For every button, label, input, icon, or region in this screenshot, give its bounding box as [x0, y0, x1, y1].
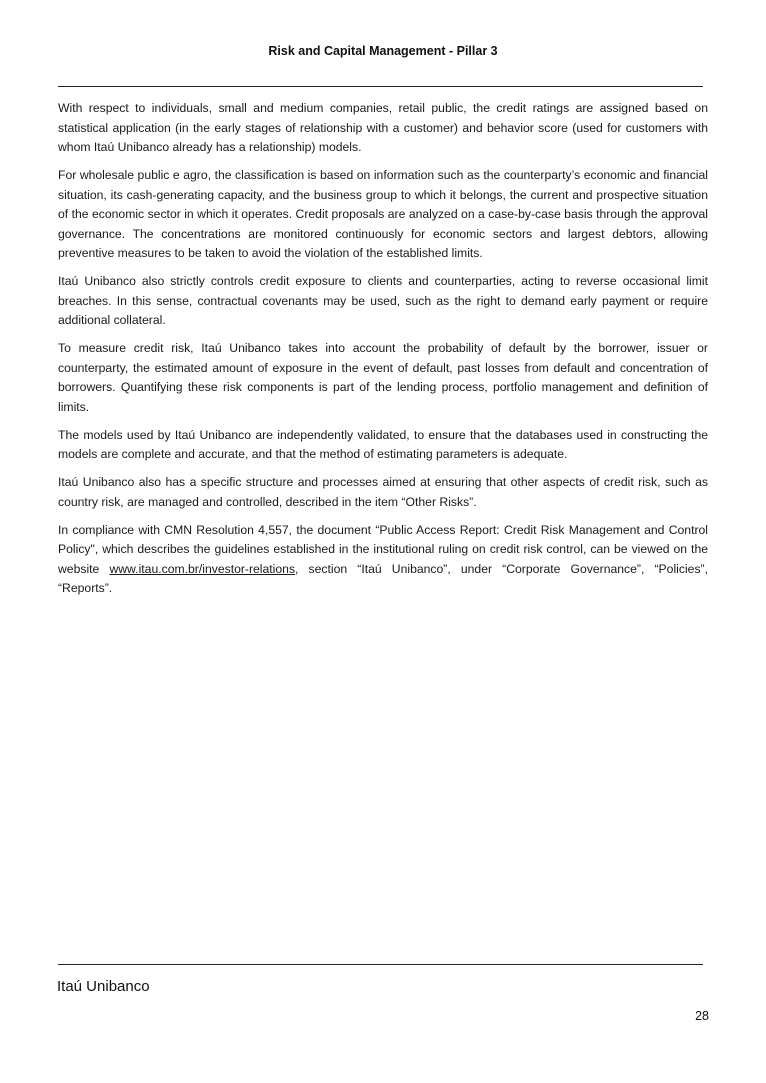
footer-divider — [58, 964, 703, 965]
paragraph-individual-ratings: With respect to individuals, small and medium companies, retail public, the credit ratings are assigned based on statistical application (in the early stages of relationship with a customer) and behavior score (used for customers with whom Itaú Unibanco already has a relationship) models. — [58, 101, 708, 154]
paragraph-other-risks: Itaú Unibanco also has a specific structure and processes aimed at ensuring that other aspects of credit risk, such as country risk, are managed and controlled, described in the item “Other Risks”. — [58, 475, 708, 509]
investor-relations-link[interactable]: www.itau.com.br/investor-relations — [109, 561, 296, 576]
footer-company-name: Itaú Unibanco — [57, 978, 150, 995]
paragraph-credit-risk-measurement: To measure credit risk, Itaú Unibanco takes into account the probability of default by the borrower, issuer or counterparty, the estimated amount of exposure in the event of default, past losses from default and concentration of borrowers. Quantifying these risk components is part of the lending process, portfolio management and definition of limits. — [58, 341, 708, 414]
page-header-title: Risk and Capital Management - Pillar 3 — [268, 44, 498, 58]
document-body — [58, 99, 708, 607]
public-access-text-before: In compliance with CMN Resolution 4,557, the document “Public Access Report: Credit Risk Management and Control Policy", which describes the guidelines established in the institutional ruling on credit risk control, can be viewed on the website — [58, 522, 708, 576]
paragraph-wholesale-classification: For wholesale public e agro, the classification is based on information such as the counterparty’s economic and financial situation, its cash-generating capacity, and the business group to which it belongs, the current and prospective situation of the economic sector in which it operates. Credit proposals are analyzed on a case-by-case basis through the approval governance. The concentrations are monitored continuously for economic sectors and largest debtors, allowing preventive measures to be taken to avoid the violation of the established limits. — [58, 168, 708, 260]
header-divider — [58, 86, 703, 87]
public-access-text-after: , section “Itaú Unibanco”, under “Corporate Governance”, “Policies”, “Reports”. — [58, 561, 708, 595]
paragraph-exposure-control: Itaú Unibanco also strictly controls credit exposure to clients and counterparties, acting to reverse occasional limit breaches. In this sense, contractual covenants may be used, such as the right to demand early payment or require additional collateral. — [58, 274, 708, 327]
paragraph-model-validation: The models used by Itaú Unibanco are independently validated, to ensure that the databases used in constructing the models are complete and accurate, and that the method of estimating parameters is adequate. — [58, 427, 708, 461]
paragraph-public-access-report — [58, 521, 708, 599]
page-number: 28 — [695, 1009, 709, 1023]
